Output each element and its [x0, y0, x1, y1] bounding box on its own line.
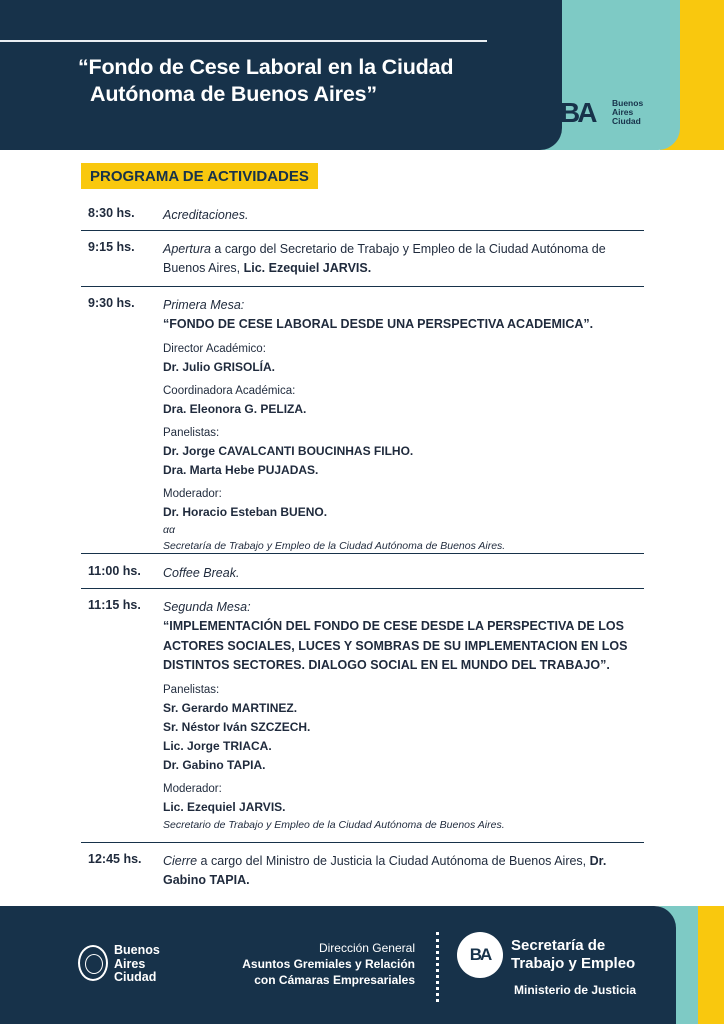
schedule-time: 9:15 hs.	[88, 240, 135, 254]
moderator-label: Moderador:	[163, 487, 222, 500]
session-title: Segunda Mesa:	[163, 600, 251, 614]
panelist-name: Lic. Jorge TRIACA.	[163, 738, 272, 753]
title-line-1: “Fondo de Cese Laboral en la Ciudad	[78, 55, 454, 79]
ba-logo	[560, 96, 660, 132]
moderator-role: Secretaría de Trabajo y Empleo de la Ciudad Autónoma de Buenos Aires.	[163, 539, 506, 552]
director-label: Director Académico:	[163, 342, 266, 355]
moderator-name: Dr. Horacio Esteban BUENO.	[163, 504, 328, 519]
panelists-label: Panelistas:	[163, 426, 220, 439]
session-topic: “IMPLEMENTACIÓN DEL FONDO DE CESE DESDE LA PERSPECTIVA DE LOS ACTORES SOCIALES, LUCES Y SOMBRAS DE SU IMPLEMENTACION EN LOS DISTINTOS SECTORES. DIALOGO SOCIAL EN EL MUNDO DEL TRABAJO”.	[163, 619, 628, 672]
coordinator-label: Coordinadora Académica:	[163, 384, 296, 397]
session-title: Primera Mesa:	[163, 298, 245, 312]
director-name: Dr. Julio GRISOLÍA.	[163, 359, 276, 374]
schedule-time: 8:30 hs.	[88, 206, 135, 220]
speaker-name: Dr. Gabino TAPIA.	[163, 854, 607, 887]
direccion-line: Asuntos Gremiales y Relación	[242, 957, 415, 971]
row-divider	[81, 588, 644, 589]
session-block	[163, 296, 633, 554]
schedule-desc: a cargo del Secretario de Trabajo y Empleo de la Ciudad Autónoma de Buenos Aires,	[163, 242, 606, 275]
panelist-name: Sr. Néstor Iván SZCZECH.	[163, 719, 311, 734]
speaker-name: Lic. Ezequiel JARVIS.	[243, 261, 372, 275]
city-logo-text	[114, 944, 160, 985]
moderator-label: Moderador:	[163, 782, 222, 795]
ba-logo-word: Buenos	[612, 98, 644, 108]
schedule-text: Acreditaciones.	[163, 208, 249, 222]
ministerio-name: Ministerio de Justicia	[514, 983, 637, 997]
ba-logo-text	[612, 99, 643, 126]
direccion-general	[210, 940, 415, 988]
ba-logo-word: Aires	[612, 107, 634, 117]
panelist-name: Dr. Gabino TAPIA.	[163, 757, 266, 772]
direccion-line: con Cámaras Empresariales	[254, 973, 415, 987]
row-divider	[81, 286, 644, 287]
program-heading: PROGRAMA DE ACTIVIDADES	[81, 163, 318, 189]
secretaria-ba-icon: BA	[457, 932, 503, 978]
schedule-text	[163, 240, 633, 278]
session-block	[163, 598, 633, 833]
title-line-2: Autónoma de Buenos Aires”	[90, 82, 377, 106]
coordinator-name: Dra. Eleonora G. PELIZA.	[163, 401, 307, 416]
schedule-text	[163, 852, 633, 890]
secretaria-line: Secretaría de	[511, 937, 606, 954]
secretaria-line: Trabajo y Empleo	[511, 955, 636, 972]
schedule-time: 11:15 hs.	[88, 598, 141, 612]
moderator-name: Lic. Ezequiel JARVIS.	[163, 799, 286, 814]
moderator-role: Secretario de Trabajo y Empleo de la Ciudad Autónoma de Buenos Aires.	[163, 818, 505, 831]
row-divider	[81, 842, 644, 843]
panelist-name: Dr. Jorge CAVALCANTI BOUCINHAS FILHO.	[163, 443, 414, 458]
row-divider	[81, 553, 644, 554]
panelist-name: Sr. Gerardo MARTINEZ.	[163, 700, 298, 715]
schedule-time: 11:00 hs.	[88, 564, 141, 578]
secretaria-name	[511, 937, 635, 973]
ba-logo-mark: BA	[560, 97, 595, 128]
schedule-time: 9:30 hs.	[88, 296, 135, 310]
ba-logo-word: Ciudad	[612, 116, 641, 126]
panelists-label: Panelistas:	[163, 683, 220, 696]
row-divider	[81, 230, 644, 231]
schedule-text: Coffee Break.	[163, 566, 240, 580]
footer-dotted-divider	[436, 932, 439, 1002]
city-seal-icon	[78, 945, 108, 981]
page-title	[78, 54, 548, 108]
city-logo-word: Ciudad	[114, 970, 157, 984]
schedule-lead: Apertura	[163, 242, 211, 256]
moderator-extra: αα	[163, 523, 175, 536]
panelist-name: Dra. Marta Hebe PUJADAS.	[163, 462, 319, 477]
direccion-line: Dirección General	[318, 941, 415, 955]
schedule-lead: Cierre	[163, 854, 198, 868]
header-divider	[0, 40, 487, 42]
schedule-desc: a cargo del Ministro de Justicia la Ciudad Autónoma de Buenos Aires,	[197, 854, 590, 868]
schedule-time: 12:45 hs.	[88, 852, 142, 866]
city-logo-word: Buenos	[114, 943, 160, 957]
session-topic: “FONDO DE CESE LABORAL DESDE UNA PERSPECTIVA ACADEMICA”.	[163, 317, 594, 331]
city-logo-word: Aires	[114, 956, 146, 971]
